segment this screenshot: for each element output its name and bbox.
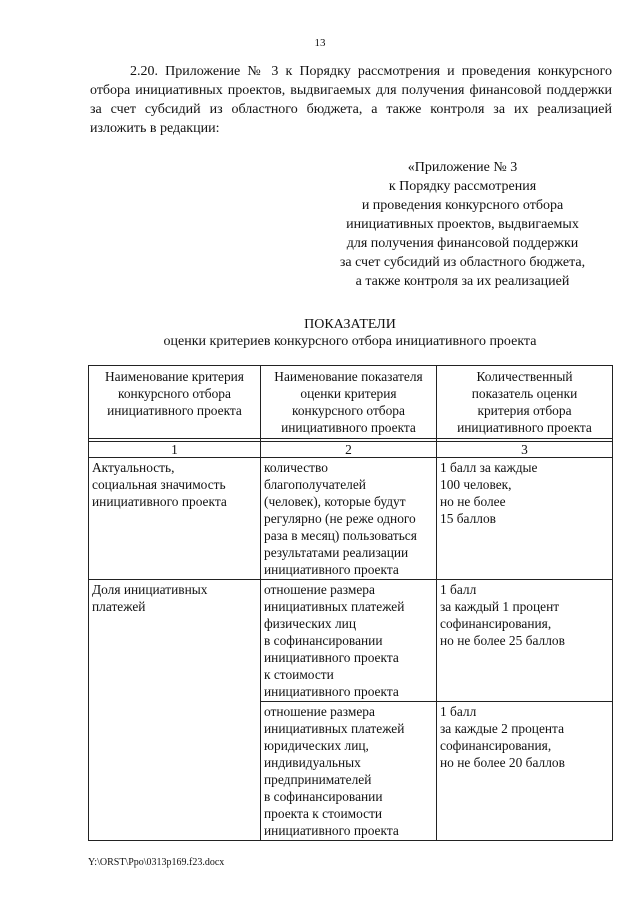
cell-line: за каждые 2 процента bbox=[440, 721, 565, 736]
page-number: 13 bbox=[314, 37, 326, 49]
cell-line: Актуальность, bbox=[92, 460, 175, 475]
cell-line: платежей bbox=[92, 599, 146, 614]
cell-line: в софинансировании bbox=[264, 789, 383, 804]
cell-line: инициативного проекта bbox=[264, 684, 399, 699]
appendix-line: «Приложение № 3 bbox=[407, 160, 518, 175]
header-line: критерия отбора bbox=[477, 403, 572, 418]
cell-line: инициативного проекта bbox=[264, 823, 399, 838]
cell-line: раза в месяц) пользоваться bbox=[264, 528, 417, 543]
appendix-line: для получения финансовой поддержки bbox=[346, 236, 579, 251]
cell-line: индивидуальных bbox=[264, 755, 361, 770]
cell-line: результатами реализации bbox=[264, 545, 409, 560]
cell-line: инициативного проекта bbox=[92, 494, 227, 509]
amendment-paragraph: 2.20. Приложение № 3 к Порядку рассмотрения и проведения конкурсного отбора инициативных проектов, выдвигаемых для получения финансовой поддержки за счет субсидий из областного бюджета, а также контроля за их реализацией изложить в редакции: bbox=[90, 64, 612, 136]
header-line: инициативного проекта bbox=[281, 420, 416, 435]
header-indicator bbox=[261, 366, 437, 439]
column-number-row bbox=[89, 442, 613, 458]
cell-line: отношение размера bbox=[264, 704, 375, 719]
cell-line: количество bbox=[264, 460, 328, 475]
document-title: ПОКАЗАТЕЛИ bbox=[304, 317, 396, 332]
cell-line: 1 балл за каждые bbox=[440, 460, 538, 475]
appendix-line: и проведения конкурсного отбора bbox=[361, 198, 564, 213]
appendix-line: за счет субсидий из областного бюджета, bbox=[339, 255, 586, 270]
header-line: Наименование показателя bbox=[274, 369, 423, 384]
cell-line: инициативного проекта bbox=[264, 650, 399, 665]
appendix-heading-block bbox=[325, 158, 600, 291]
column-number: 1 bbox=[89, 442, 261, 458]
cell-line: регулярно (не реже одного bbox=[264, 511, 416, 526]
header-score bbox=[437, 366, 613, 439]
cell-line: инициативных платежей bbox=[264, 599, 405, 614]
cell-line: инициативного проекта bbox=[264, 562, 399, 577]
cell-line: за каждый 1 процент bbox=[440, 599, 560, 614]
cell-line: 100 человек, bbox=[440, 477, 512, 492]
cell-line: к стоимости bbox=[264, 667, 334, 682]
cell-line: инициативных платежей bbox=[264, 721, 405, 736]
header-line: показатель оценки bbox=[471, 386, 578, 401]
criterion-cell bbox=[89, 458, 261, 580]
cell-line: (человек), которые будут bbox=[264, 494, 406, 509]
appendix-line: к Порядку рассмотрения bbox=[388, 179, 537, 194]
score-cell bbox=[437, 458, 613, 580]
header-line: конкурсного отбора bbox=[118, 386, 231, 401]
indicator-cell bbox=[261, 580, 437, 702]
cell-line: софинансирования, bbox=[440, 738, 552, 753]
cell-line: предпринимателей bbox=[264, 772, 372, 787]
indicator-cell bbox=[261, 458, 437, 580]
cell-line: 1 балл bbox=[440, 582, 477, 597]
cell-line: но не более bbox=[440, 494, 506, 509]
cell-line: юридических лиц, bbox=[264, 738, 369, 753]
table-row bbox=[89, 458, 613, 580]
document-subtitle: оценки критериев конкурсного отбора инициативного проекта bbox=[163, 334, 537, 349]
cell-line: но не более 25 баллов bbox=[440, 633, 565, 648]
cell-line: Доля инициативных bbox=[92, 582, 208, 597]
criterion-cell bbox=[89, 580, 261, 841]
header-line: Наименование критерия bbox=[105, 369, 244, 384]
score-cell bbox=[437, 580, 613, 702]
header-line: инициативного проекта bbox=[457, 420, 592, 435]
column-number: 2 bbox=[261, 442, 437, 458]
column-number: 3 bbox=[437, 442, 613, 458]
appendix-line: инициативных проектов, выдвигаемых bbox=[346, 217, 579, 232]
cell-line: физических лиц bbox=[264, 616, 356, 631]
header-line: оценки критерия bbox=[300, 386, 397, 401]
cell-line: но не более 20 баллов bbox=[440, 755, 565, 770]
cell-line: 15 баллов bbox=[440, 511, 496, 526]
indicator-cell bbox=[261, 702, 437, 841]
table-header-row bbox=[89, 366, 613, 439]
cell-line: софинансирования, bbox=[440, 616, 552, 631]
header-criterion bbox=[89, 366, 261, 439]
cell-line: отношение размера bbox=[264, 582, 375, 597]
header-line: Количественный bbox=[476, 369, 573, 384]
table-row bbox=[89, 580, 613, 702]
header-line: инициативного проекта bbox=[107, 403, 242, 418]
score-cell bbox=[437, 702, 613, 841]
criteria-table bbox=[88, 365, 613, 841]
cell-line: благополучателей bbox=[264, 477, 366, 492]
appendix-line: а также контроля за их реализацией bbox=[355, 274, 570, 289]
file-path-footer: Y:\ORST\Ppo\0313p169.f23.docx bbox=[88, 857, 225, 868]
cell-line: проекта к стоимости bbox=[264, 806, 383, 821]
cell-line: 1 балл bbox=[440, 704, 477, 719]
header-line: конкурсного отбора bbox=[292, 403, 405, 418]
cell-line: в софинансировании bbox=[264, 633, 383, 648]
cell-line: социальная значимость bbox=[92, 477, 226, 492]
